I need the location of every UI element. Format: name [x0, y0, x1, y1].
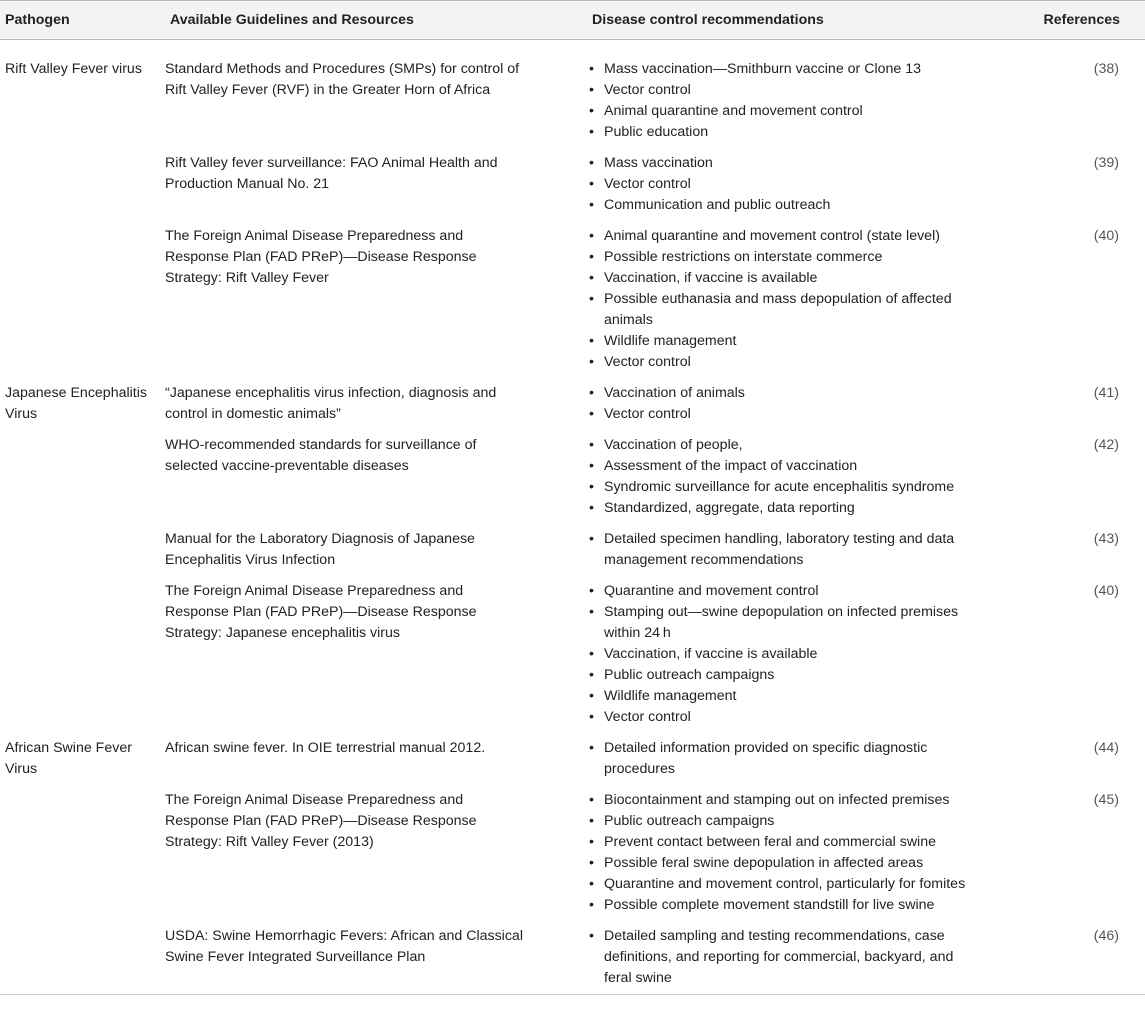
- pathogen-cell: [0, 785, 165, 921]
- recommendations-cell: [587, 430, 977, 524]
- table-row: [0, 785, 1145, 921]
- recommendation-item: • Animal quarantine and movement control (state level): [587, 226, 977, 247]
- guideline-title: “Japanese encephalitis virus infection, diagnosis and control in domestic animals”: [165, 385, 497, 422]
- reference-link[interactable]: (42): [1093, 437, 1119, 453]
- recommendation-item: • Possible feral swine depopulation in affected areas: [587, 853, 977, 874]
- table-row: [0, 576, 1145, 733]
- recommendation-item: • Mass vaccination—Smithburn vaccine or Clone 13: [587, 59, 977, 80]
- reference-link[interactable]: (41): [1093, 385, 1119, 401]
- pathogen-name: African Swine Fever Virus: [5, 740, 132, 777]
- reference-cell: [977, 733, 1145, 785]
- reference-cell: [977, 40, 1145, 149]
- recommendation-item: • Vaccination of people,: [587, 435, 977, 456]
- table-row: [0, 378, 1145, 430]
- recommendation-item: • Communication and public outreach: [587, 195, 977, 216]
- recommendation-item: • Prevent contact between feral and commercial swine: [587, 832, 977, 853]
- pathogen-cell: [0, 921, 165, 995]
- reference-link[interactable]: (45): [1093, 792, 1119, 808]
- recommendation-item: • Quarantine and movement control: [587, 581, 977, 602]
- guideline-cell: [165, 524, 587, 576]
- guideline-title: African swine fever. In OIE terrestrial manual 2012.: [165, 740, 486, 756]
- reference-cell: [977, 221, 1145, 378]
- table-row: [0, 40, 1145, 149]
- recommendation-item: • Vector control: [587, 352, 977, 373]
- recommendation-list: [587, 226, 977, 373]
- guideline-title: The Foreign Animal Disease Preparedness and Response Plan (FAD PReP)—Disease Response Strategy: Japanese encephalitis virus: [165, 583, 477, 641]
- recommendation-item: • Vector control: [587, 404, 977, 425]
- table-row: [0, 148, 1145, 221]
- reference-link[interactable]: (44): [1093, 740, 1119, 756]
- reference-link[interactable]: (43): [1093, 531, 1119, 547]
- recommendation-item: • Possible euthanasia and mass depopulation of affected animals: [587, 289, 977, 331]
- table-row: [0, 430, 1145, 524]
- reference-cell: [977, 524, 1145, 576]
- recommendation-list: [587, 926, 977, 989]
- table-row: [0, 921, 1145, 995]
- recommendation-item: • Vector control: [587, 174, 977, 195]
- recommendation-list: [587, 581, 977, 728]
- header-guidelines: Available Guidelines and Resources: [165, 1, 587, 40]
- reference-cell: [977, 430, 1145, 524]
- guideline-title: Rift Valley fever surveillance: FAO Animal Health and Production Manual No. 21: [165, 155, 498, 192]
- recommendations-cell: [587, 148, 977, 221]
- guideline-title: Manual for the Laboratory Diagnosis of Japanese Encephalitis Virus Infection: [165, 531, 475, 568]
- guideline-title: Standard Methods and Procedures (SMPs) for control of Rift Valley Fever (RVF) in the Greater Horn of Africa: [165, 61, 520, 98]
- table-body: [0, 40, 1145, 995]
- guideline-cell: [165, 921, 587, 995]
- recommendation-list: [587, 435, 977, 519]
- guideline-cell: [165, 733, 587, 785]
- recommendation-item: • Detailed specimen handling, laboratory testing and data management recommendations: [587, 529, 977, 571]
- reference-link[interactable]: (38): [1093, 61, 1119, 77]
- recommendation-item: • Vector control: [587, 707, 977, 728]
- recommendation-list: [587, 738, 977, 780]
- recommendation-item: • Public education: [587, 122, 977, 143]
- guideline-cell: [165, 576, 587, 733]
- recommendation-item: • Vaccination, if vaccine is available: [587, 644, 977, 665]
- recommendation-item: • Standardized, aggregate, data reporting: [587, 498, 977, 519]
- pathogen-name: Rift Valley Fever virus: [5, 61, 142, 77]
- recommendation-item: • Wildlife management: [587, 686, 977, 707]
- recommendation-list: [587, 383, 977, 425]
- reference-cell: [977, 378, 1145, 430]
- reference-link[interactable]: (40): [1093, 228, 1119, 244]
- header-recommendations: Disease control recommendations: [587, 1, 977, 40]
- reference-cell: [977, 921, 1145, 995]
- recommendation-item: • Detailed sampling and testing recommendations, case definitions, and reporting for commercial, backyard, and feral swine: [587, 926, 977, 989]
- pathogen-cell: [0, 221, 165, 378]
- recommendation-list: [587, 153, 977, 216]
- recommendation-item: • Vaccination of animals: [587, 383, 977, 404]
- guideline-cell: [165, 430, 587, 524]
- recommendation-item: • Public outreach campaigns: [587, 665, 977, 686]
- recommendation-item: • Quarantine and movement control, particularly for fomites: [587, 874, 977, 895]
- table-header-row: [0, 1, 1145, 40]
- pathogen-cell: [0, 733, 165, 785]
- table-row: [0, 733, 1145, 785]
- reference-cell: [977, 148, 1145, 221]
- reference-link[interactable]: (46): [1093, 928, 1119, 944]
- recommendations-cell: [587, 921, 977, 995]
- recommendations-cell: [587, 576, 977, 733]
- recommendations-cell: [587, 733, 977, 785]
- table-row: [0, 524, 1145, 576]
- reference-cell: [977, 785, 1145, 921]
- guideline-cell: [165, 221, 587, 378]
- recommendation-item: • Mass vaccination: [587, 153, 977, 174]
- recommendation-item: • Possible restrictions on interstate commerce: [587, 247, 977, 268]
- reference-link[interactable]: (39): [1093, 155, 1119, 171]
- guideline-cell: [165, 378, 587, 430]
- recommendation-item: • Vector control: [587, 80, 977, 101]
- pathogen-cell: [0, 524, 165, 576]
- header-references: References: [977, 1, 1145, 40]
- recommendation-list: [587, 790, 977, 916]
- recommendation-list: [587, 59, 977, 143]
- recommendations-cell: [587, 221, 977, 378]
- recommendation-item: • Wildlife management: [587, 331, 977, 352]
- pathogen-cell: [0, 576, 165, 733]
- pathogen-cell: [0, 148, 165, 221]
- recommendation-item: • Possible complete movement standstill for live swine: [587, 895, 977, 916]
- recommendation-list: [587, 529, 977, 571]
- recommendations-cell: [587, 785, 977, 921]
- recommendation-item: • Public outreach campaigns: [587, 811, 977, 832]
- guideline-title: USDA: Swine Hemorrhagic Fevers: African and Classical Swine Fever Integrated Surveillance Plan: [165, 928, 523, 965]
- reference-link[interactable]: (40): [1093, 583, 1119, 599]
- recommendation-item: • Assessment of the impact of vaccination: [587, 456, 977, 477]
- pathogen-cell: [0, 40, 165, 149]
- pathogen-name: Japanese Encephalitis Virus: [5, 385, 147, 422]
- recommendations-cell: [587, 40, 977, 149]
- guideline-cell: [165, 785, 587, 921]
- header-pathogen: Pathogen: [0, 1, 165, 40]
- table-row: [0, 221, 1145, 378]
- recommendations-cell: [587, 378, 977, 430]
- pathogen-cell: [0, 430, 165, 524]
- recommendation-item: • Animal quarantine and movement control: [587, 101, 977, 122]
- recommendation-item: • Stamping out—swine depopulation on infected premises within 24 h: [587, 602, 977, 644]
- recommendation-item: • Biocontainment and stamping out on infected premises: [587, 790, 977, 811]
- recommendation-item: • Detailed information provided on specific diagnostic procedures: [587, 738, 977, 780]
- guideline-cell: [165, 40, 587, 149]
- recommendation-item: • Vaccination, if vaccine is available: [587, 268, 977, 289]
- guideline-cell: [165, 148, 587, 221]
- recommendations-cell: [587, 524, 977, 576]
- guideline-title: The Foreign Animal Disease Preparedness and Response Plan (FAD PReP)—Disease Response Strategy: Rift Valley Fever (2013): [165, 792, 477, 850]
- reference-cell: [977, 576, 1145, 733]
- pathogen-cell: [0, 378, 165, 430]
- guideline-title: WHO-recommended standards for surveillance of selected vaccine-preventable diseases: [165, 437, 477, 474]
- guideline-title: The Foreign Animal Disease Preparedness and Response Plan (FAD PReP)—Disease Response Strategy: Rift Valley Fever: [165, 228, 477, 286]
- recommendation-item: • Syndromic surveillance for acute encephalitis syndrome: [587, 477, 977, 498]
